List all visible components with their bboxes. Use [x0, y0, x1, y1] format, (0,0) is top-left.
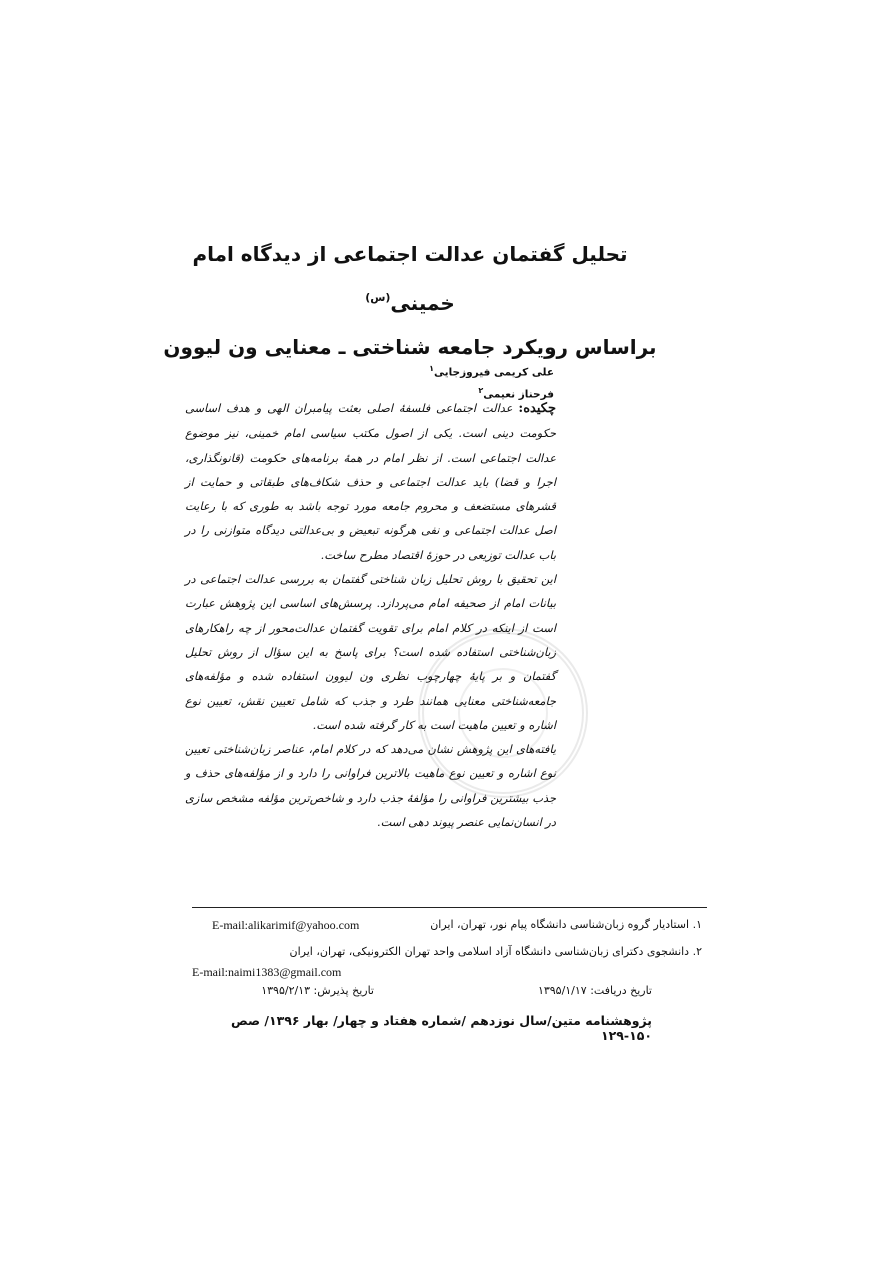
abstract-paragraph-2: این تحقیق با روش تحلیل زبان شناختی گفتمان به بررسی عدالت اجتماعی در بیانات امام از صحیفه امام می‌پردازد. پرسش‌های اساسی این پژوهش عبارت است از اینکه در کلام امام برای تقویت گفتمان عدالت‌محور از چه راهکارهای زبان‌شناختی استفاده شده است؟ برای پاسخ به این سؤال از روش تحلیل گفتمان و بر پایهٔ چهارچوب نظری ون لیوون استفاده شده و مؤلفه‌های جامعه‌شناختی معنایی همانند طرد و جذب که شامل تعیین نقش، تعیین نوع اشاره و تعیین ماهیت است به کار گرفته شده است. — [185, 572, 556, 732]
journal-citation: پژوهشنامه متین/سال نوزدهم /شماره هفتاد و چهار/ بهار ۱۳۹۶/ صص ۱۵۰-۱۲۹ — [230, 1013, 652, 1043]
author-2-mark: ۲ — [478, 385, 484, 395]
title-honorific: (س) — [365, 291, 391, 304]
footnote-divider — [192, 907, 707, 908]
abstract-label: چکیده: — [518, 401, 556, 416]
author-1-mark: ۱ — [429, 364, 435, 373]
author-2: فرحناز نعیمی$^۲$ — [478, 385, 554, 400]
abstract — [185, 396, 556, 834]
abstract-paragraph-1: چکیده: عدالت اجتماعی فلسفهٔ اصلی بعثت پیامبران الهی و هدف اساسی حکومت دینی است. یکی از اصول مکتب سیاسی امام خمینی، نیز موضوع عدالت اجتماعی است. از نظر امام در همهٔ برنامه‌های حکومت (قانونگذاری، اجرا و قضا) باید عدالت اجتماعی و حذف شکاف‌های طبقاتی و حمایت از قشرهای مستضعف و محروم جامعه مورد توجه باشد به طوری که با رعایت اصل عدالت اجتماعی و نفی هرگونه تبعیض و بی‌عدالتی دیدگاه متوازنی را در باب عدالت توزیعی در حوزهٔ اقتصاد مطرح ساخت. — [185, 401, 556, 562]
footnote-2-email: E-mail:naimi1383@gmail.com — [192, 965, 342, 979]
author-1: علی کریمی فیروزجایی$^۱$ — [429, 364, 554, 379]
accepted-date: تاریخ پذیرش: ۱۳۹۵/۲/۱۳ — [261, 984, 374, 997]
title-line-1: تحلیل گفتمان عدالت اجتماعی از دیدگاه امام خمینی$^{(س)}$ — [192, 242, 628, 315]
abstract-paragraph-3: یافته‌های این پژوهش نشان می‌دهد که در کلام امام، عناصر زبان‌شناختی تعیین نوع اشاره و تعیین نوع ماهیت بالاترین فراوانی را دارد و از مؤلفه‌های حذف و جذب بیشترین فراوانی را مؤلفهٔ جذب دارد و شاخص‌ترین مؤلفه مشخص سازی در انسان‌نمایی عنصر پیوند دهی است. — [185, 742, 556, 830]
footnote-1-email: E-mail:alikarimif@yahoo.com — [212, 918, 360, 932]
title-line-2: براساس رویکرد جامعه شناختی ـ معنایی ون لیوون — [163, 335, 657, 359]
received-date: تاریخ دریافت: ۱۳۹۵/۱/۱۷ — [537, 984, 652, 997]
footnote-2: ۲. دانشجوی دکترای زبان‌شناسی دانشگاه آزاد اسلامی واحد تهران الکترونیکی، تهران، ایران — [289, 945, 702, 958]
article-title — [150, 232, 670, 369]
footnote-1: ۱. استادیار گروه زبان‌شناسی دانشگاه پیام نور، تهران، ایران — [430, 918, 702, 931]
